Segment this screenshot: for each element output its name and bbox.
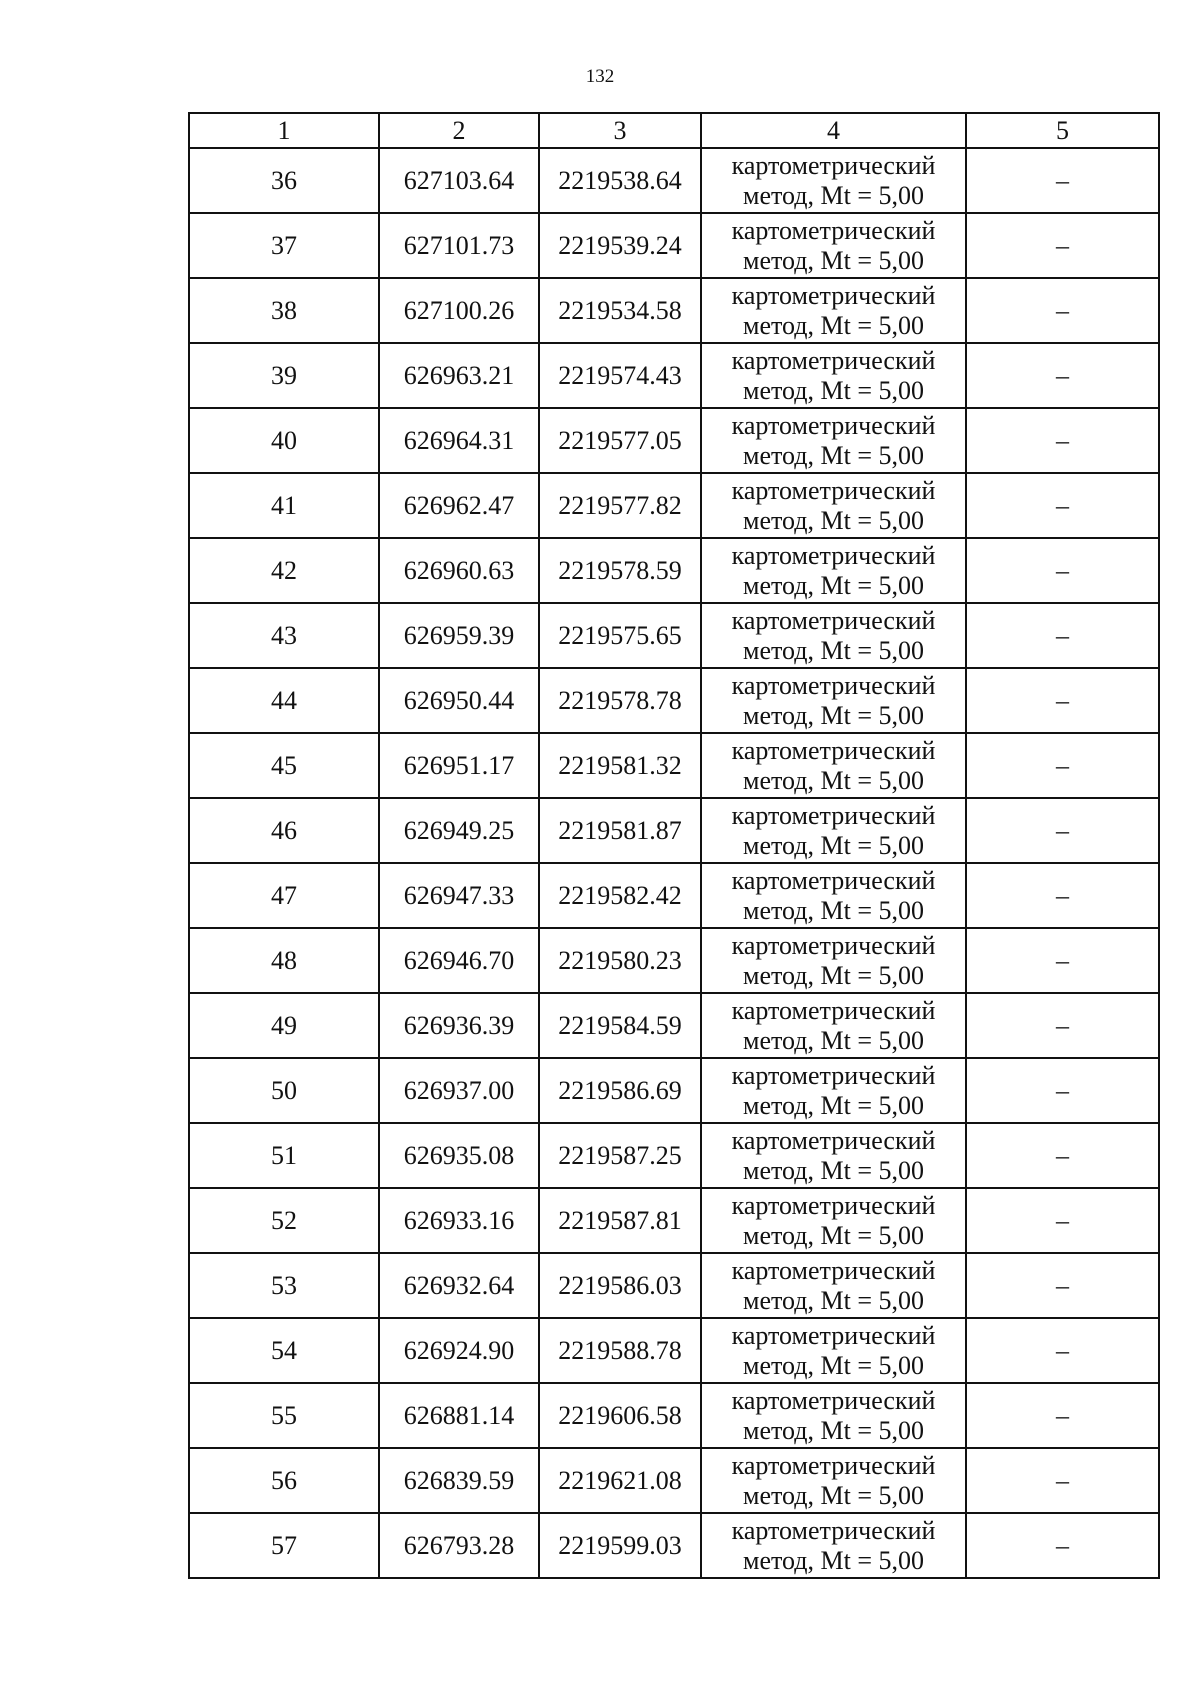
point-number-cell: 36: [189, 148, 379, 213]
point-number-cell: 37: [189, 213, 379, 278]
x-coordinate-cell: 627101.73: [379, 213, 539, 278]
note-cell: –: [966, 408, 1159, 473]
y-coordinate-cell: 2219539.24: [539, 213, 701, 278]
note-cell: –: [966, 1318, 1159, 1383]
x-coordinate-cell: 626951.17: [379, 733, 539, 798]
y-coordinate-cell: 2219584.59: [539, 993, 701, 1058]
point-number-cell: 41: [189, 473, 379, 538]
method-line-1: картометрический: [731, 865, 936, 895]
method-line-2: метод, Mt = 5,00: [743, 1025, 924, 1055]
note-cell: –: [966, 1188, 1159, 1253]
method-line-2: метод, Mt = 5,00: [743, 635, 924, 665]
method-cell: [701, 1058, 966, 1123]
point-number-cell: 54: [189, 1318, 379, 1383]
point-number-cell: 53: [189, 1253, 379, 1318]
header-col-3: 3: [539, 113, 701, 148]
note-cell: –: [966, 1448, 1159, 1513]
x-coordinate-cell: 626924.90: [379, 1318, 539, 1383]
method-cell: [701, 1123, 966, 1188]
x-coordinate-cell: 627100.26: [379, 278, 539, 343]
page-number: 132: [585, 66, 615, 87]
method-line-2: метод, Mt = 5,00: [743, 1545, 924, 1575]
x-coordinate-cell: 626946.70: [379, 928, 539, 993]
method-line-2: метод, Mt = 5,00: [743, 1415, 924, 1445]
point-number-cell: 43: [189, 603, 379, 668]
method-line-1: картометрический: [731, 1515, 936, 1545]
method-cell: [701, 538, 966, 603]
method-line-2: метод, Mt = 5,00: [743, 440, 924, 470]
table-row: [189, 538, 1159, 603]
method-line-1: картометрический: [731, 540, 936, 570]
table-row: [189, 993, 1159, 1058]
table-header: [189, 113, 1159, 148]
point-number-cell: 56: [189, 1448, 379, 1513]
method-cell: [701, 148, 966, 213]
method-line-1: картометрический: [731, 930, 936, 960]
x-coordinate-cell: 626839.59: [379, 1448, 539, 1513]
table-row: [189, 1123, 1159, 1188]
x-coordinate-cell: 626959.39: [379, 603, 539, 668]
method-cell: [701, 928, 966, 993]
point-number-cell: 47: [189, 863, 379, 928]
x-coordinate-cell: 626935.08: [379, 1123, 539, 1188]
method-line-1: картометрический: [731, 1385, 936, 1415]
method-line-1: картометрический: [731, 605, 936, 635]
table-row: [189, 408, 1159, 473]
method-line-1: картометрический: [731, 1255, 936, 1285]
method-cell: [701, 603, 966, 668]
y-coordinate-cell: 2219621.08: [539, 1448, 701, 1513]
method-cell: [701, 473, 966, 538]
coordinates-table: [188, 112, 1160, 1579]
method-line-1: картометрический: [731, 995, 936, 1025]
method-line-1: картометрический: [731, 1450, 936, 1480]
method-line-1: картометрический: [731, 800, 936, 830]
table-row: [189, 213, 1159, 278]
header-row: [189, 113, 1159, 148]
method-line-2: метод, Mt = 5,00: [743, 700, 924, 730]
note-cell: –: [966, 1123, 1159, 1188]
method-line-1: картометрический: [731, 345, 936, 375]
note-cell: –: [966, 1383, 1159, 1448]
point-number-cell: 42: [189, 538, 379, 603]
method-cell: [701, 668, 966, 733]
x-coordinate-cell: 626960.63: [379, 538, 539, 603]
y-coordinate-cell: 2219606.58: [539, 1383, 701, 1448]
x-coordinate-cell: 626964.31: [379, 408, 539, 473]
note-cell: –: [966, 1513, 1159, 1578]
method-line-2: метод, Mt = 5,00: [743, 765, 924, 795]
y-coordinate-cell: 2219588.78: [539, 1318, 701, 1383]
table-row: [189, 1188, 1159, 1253]
point-number-cell: 39: [189, 343, 379, 408]
method-line-1: картометрический: [731, 280, 936, 310]
note-cell: –: [966, 668, 1159, 733]
y-coordinate-cell: 2219575.65: [539, 603, 701, 668]
method-line-2: метод, Mt = 5,00: [743, 505, 924, 535]
y-coordinate-cell: 2219581.32: [539, 733, 701, 798]
note-cell: –: [966, 1253, 1159, 1318]
method-line-1: картометрический: [731, 670, 936, 700]
method-line-2: метод, Mt = 5,00: [743, 1090, 924, 1120]
note-cell: –: [966, 798, 1159, 863]
method-line-1: картометрический: [731, 150, 936, 180]
method-cell: [701, 343, 966, 408]
method-line-2: метод, Mt = 5,00: [743, 1350, 924, 1380]
x-coordinate-cell: 626947.33: [379, 863, 539, 928]
method-cell: [701, 1383, 966, 1448]
method-line-1: картометрический: [731, 1190, 936, 1220]
table-row: [189, 1253, 1159, 1318]
note-cell: –: [966, 213, 1159, 278]
note-cell: –: [966, 538, 1159, 603]
y-coordinate-cell: 2219580.23: [539, 928, 701, 993]
table-row: [189, 798, 1159, 863]
header-col-2: 2: [379, 113, 539, 148]
method-line-2: метод, Mt = 5,00: [743, 1155, 924, 1185]
method-line-2: метод, Mt = 5,00: [743, 180, 924, 210]
header-col-1: 1: [189, 113, 379, 148]
header-col-5: 5: [966, 113, 1159, 148]
y-coordinate-cell: 2219577.05: [539, 408, 701, 473]
method-cell: [701, 733, 966, 798]
note-cell: –: [966, 863, 1159, 928]
method-line-1: картометрический: [731, 475, 936, 505]
point-number-cell: 49: [189, 993, 379, 1058]
x-coordinate-cell: 626950.44: [379, 668, 539, 733]
note-cell: –: [966, 733, 1159, 798]
y-coordinate-cell: 2219574.43: [539, 343, 701, 408]
method-cell: [701, 278, 966, 343]
table-row: [189, 668, 1159, 733]
x-coordinate-cell: 626937.00: [379, 1058, 539, 1123]
method-line-1: картометрический: [731, 735, 936, 765]
point-number-cell: 50: [189, 1058, 379, 1123]
table-row: [189, 473, 1159, 538]
method-cell: [701, 993, 966, 1058]
method-line-2: метод, Mt = 5,00: [743, 830, 924, 860]
x-coordinate-cell: 627103.64: [379, 148, 539, 213]
method-line-1: картометрический: [731, 215, 936, 245]
x-coordinate-cell: 626881.14: [379, 1383, 539, 1448]
table-row: [189, 1318, 1159, 1383]
y-coordinate-cell: 2219534.58: [539, 278, 701, 343]
y-coordinate-cell: 2219586.03: [539, 1253, 701, 1318]
note-cell: –: [966, 473, 1159, 538]
x-coordinate-cell: 626932.64: [379, 1253, 539, 1318]
point-number-cell: 44: [189, 668, 379, 733]
x-coordinate-cell: 626936.39: [379, 993, 539, 1058]
method-cell: [701, 408, 966, 473]
y-coordinate-cell: 2219581.87: [539, 798, 701, 863]
method-cell: [701, 798, 966, 863]
x-coordinate-cell: 626949.25: [379, 798, 539, 863]
table-row: [189, 863, 1159, 928]
method-line-2: метод, Mt = 5,00: [743, 245, 924, 275]
y-coordinate-cell: 2219587.81: [539, 1188, 701, 1253]
point-number-cell: 51: [189, 1123, 379, 1188]
method-line-2: метод, Mt = 5,00: [743, 1285, 924, 1315]
y-coordinate-cell: 2219578.78: [539, 668, 701, 733]
note-cell: –: [966, 928, 1159, 993]
method-line-2: метод, Mt = 5,00: [743, 375, 924, 405]
table-row: [189, 1383, 1159, 1448]
method-line-2: метод, Mt = 5,00: [743, 895, 924, 925]
method-line-2: метод, Mt = 5,00: [743, 960, 924, 990]
x-coordinate-cell: 626963.21: [379, 343, 539, 408]
method-cell: [701, 1318, 966, 1383]
table-row: [189, 278, 1159, 343]
x-coordinate-cell: 626962.47: [379, 473, 539, 538]
method-line-2: метод, Mt = 5,00: [743, 1220, 924, 1250]
y-coordinate-cell: 2219587.25: [539, 1123, 701, 1188]
y-coordinate-cell: 2219599.03: [539, 1513, 701, 1578]
header-col-4: 4: [701, 113, 966, 148]
method-cell: [701, 213, 966, 278]
method-line-1: картометрический: [731, 410, 936, 440]
y-coordinate-cell: 2219586.69: [539, 1058, 701, 1123]
table-row: [189, 603, 1159, 668]
y-coordinate-cell: 2219582.42: [539, 863, 701, 928]
note-cell: –: [966, 603, 1159, 668]
table-row: [189, 1448, 1159, 1513]
point-number-cell: 52: [189, 1188, 379, 1253]
method-cell: [701, 1188, 966, 1253]
note-cell: –: [966, 993, 1159, 1058]
note-cell: –: [966, 278, 1159, 343]
method-line-2: метод, Mt = 5,00: [743, 1480, 924, 1510]
method-cell: [701, 1448, 966, 1513]
point-number-cell: 48: [189, 928, 379, 993]
method-cell: [701, 1513, 966, 1578]
table-row: [189, 1058, 1159, 1123]
y-coordinate-cell: 2219577.82: [539, 473, 701, 538]
table-row: [189, 928, 1159, 993]
point-number-cell: 46: [189, 798, 379, 863]
point-number-cell: 45: [189, 733, 379, 798]
table-row: [189, 1513, 1159, 1578]
method-line-1: картометрический: [731, 1320, 936, 1350]
note-cell: –: [966, 148, 1159, 213]
note-cell: –: [966, 343, 1159, 408]
method-line-2: метод, Mt = 5,00: [743, 310, 924, 340]
table-body: [189, 148, 1159, 1578]
table-row: [189, 148, 1159, 213]
method-line-1: картометрический: [731, 1060, 936, 1090]
table-row: [189, 343, 1159, 408]
y-coordinate-cell: 2219538.64: [539, 148, 701, 213]
table-row: [189, 733, 1159, 798]
note-cell: –: [966, 1058, 1159, 1123]
method-line-2: метод, Mt = 5,00: [743, 570, 924, 600]
point-number-cell: 57: [189, 1513, 379, 1578]
method-line-1: картометрический: [731, 1125, 936, 1155]
x-coordinate-cell: 626933.16: [379, 1188, 539, 1253]
point-number-cell: 40: [189, 408, 379, 473]
y-coordinate-cell: 2219578.59: [539, 538, 701, 603]
method-cell: [701, 863, 966, 928]
point-number-cell: 55: [189, 1383, 379, 1448]
x-coordinate-cell: 626793.28: [379, 1513, 539, 1578]
method-cell: [701, 1253, 966, 1318]
point-number-cell: 38: [189, 278, 379, 343]
